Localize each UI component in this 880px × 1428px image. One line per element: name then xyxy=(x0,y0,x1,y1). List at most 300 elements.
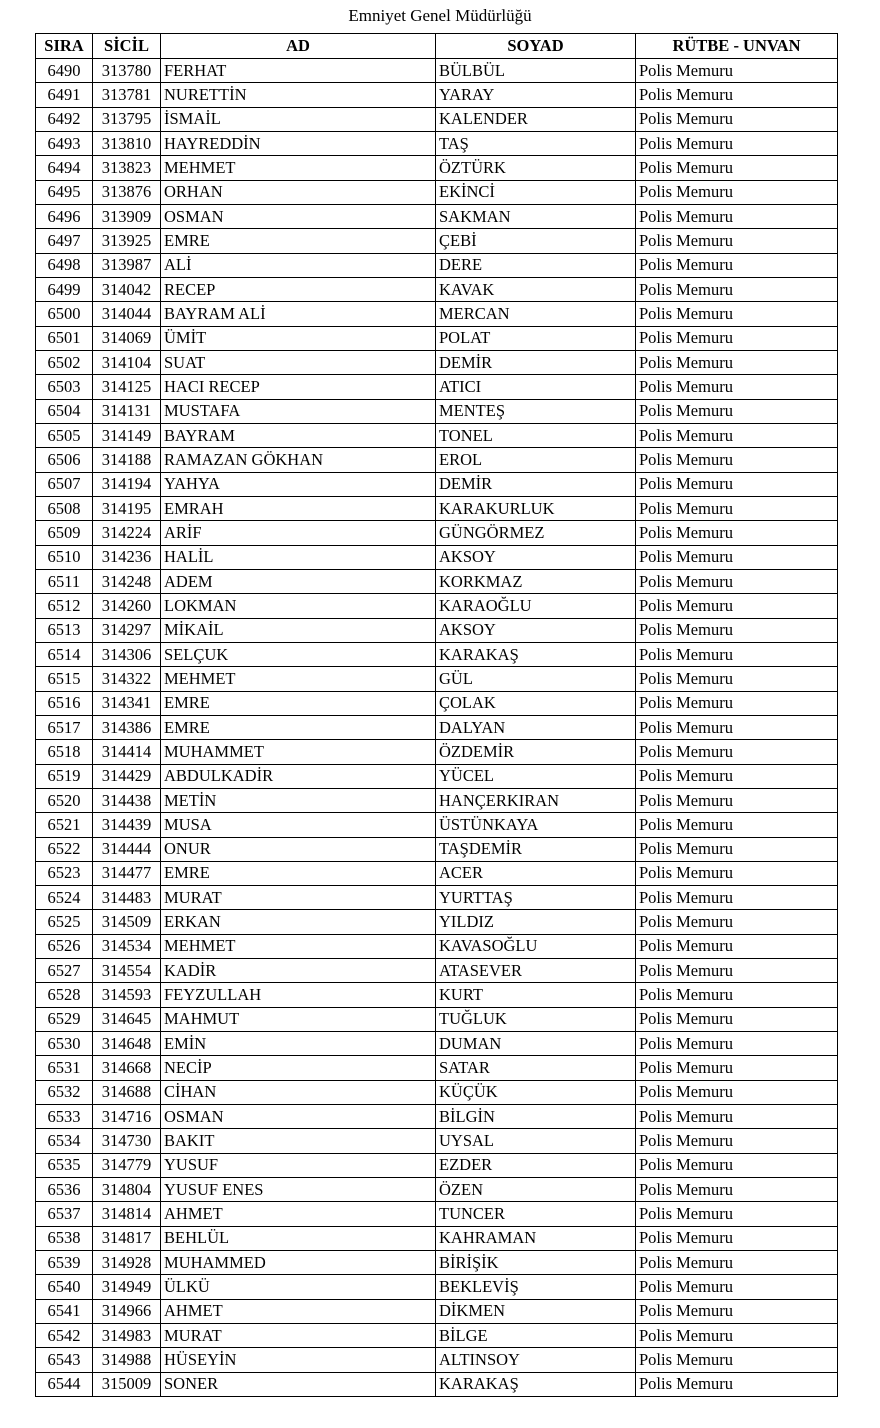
page-title: Emniyet Genel Müdürlüğü xyxy=(348,6,532,25)
cell-sira: 6509 xyxy=(36,521,93,545)
cell-ad: HÜSEYİN xyxy=(161,1348,436,1372)
cell-rutbe: Polis Memuru xyxy=(636,448,838,472)
cell-rutbe: Polis Memuru xyxy=(636,618,838,642)
cell-soyad: AKSOY xyxy=(436,545,636,569)
cell-sira: 6493 xyxy=(36,131,93,155)
cell-sira: 6500 xyxy=(36,302,93,326)
cell-ad: NURETTİN xyxy=(161,83,436,107)
cell-soyad: ACER xyxy=(436,861,636,885)
cell-rutbe: Polis Memuru xyxy=(636,959,838,983)
cell-soyad: YARAY xyxy=(436,83,636,107)
cell-rutbe: Polis Memuru xyxy=(636,229,838,253)
table-row xyxy=(36,472,838,496)
table-row xyxy=(36,1251,838,1275)
cell-ad: MUSA xyxy=(161,813,436,837)
cell-soyad: TAŞ xyxy=(436,131,636,155)
cell-sicil: 313823 xyxy=(93,156,161,180)
cell-sicil: 313781 xyxy=(93,83,161,107)
cell-soyad: KAVASOĞLU xyxy=(436,934,636,958)
cell-sicil: 314949 xyxy=(93,1275,161,1299)
cell-rutbe: Polis Memuru xyxy=(636,1299,838,1323)
cell-rutbe: Polis Memuru xyxy=(636,813,838,837)
cell-rutbe: Polis Memuru xyxy=(636,375,838,399)
cell-sicil: 314438 xyxy=(93,788,161,812)
cell-rutbe: Polis Memuru xyxy=(636,180,838,204)
cell-sicil: 314477 xyxy=(93,861,161,885)
cell-ad: MEHMET xyxy=(161,667,436,691)
cell-rutbe: Polis Memuru xyxy=(636,983,838,1007)
cell-sira: 6523 xyxy=(36,861,93,885)
cell-sira: 6490 xyxy=(36,59,93,83)
cell-rutbe: Polis Memuru xyxy=(636,667,838,691)
cell-sira: 6538 xyxy=(36,1226,93,1250)
table-row xyxy=(36,642,838,666)
cell-ad: İSMAİL xyxy=(161,107,436,131)
cell-rutbe: Polis Memuru xyxy=(636,1129,838,1153)
table-row xyxy=(36,1202,838,1226)
cell-rutbe: Polis Memuru xyxy=(636,1226,838,1250)
cell-soyad: ÇOLAK xyxy=(436,691,636,715)
cell-sicil: 313987 xyxy=(93,253,161,277)
cell-rutbe: Polis Memuru xyxy=(636,1372,838,1396)
cell-soyad: TONEL xyxy=(436,423,636,447)
cell-soyad: BİLGİN xyxy=(436,1105,636,1129)
cell-ad: EMRE xyxy=(161,861,436,885)
table-row xyxy=(36,180,838,204)
cell-sira: 6510 xyxy=(36,545,93,569)
table-row xyxy=(36,496,838,520)
cell-soyad: MENTEŞ xyxy=(436,399,636,423)
cell-soyad: ÇEBİ xyxy=(436,229,636,253)
cell-rutbe: Polis Memuru xyxy=(636,472,838,496)
cell-ad: AHMET xyxy=(161,1299,436,1323)
cell-ad: ERKAN xyxy=(161,910,436,934)
cell-sicil: 314444 xyxy=(93,837,161,861)
cell-sira: 6528 xyxy=(36,983,93,1007)
cell-soyad: KAVAK xyxy=(436,277,636,301)
cell-sicil: 314439 xyxy=(93,813,161,837)
cell-sicil: 314104 xyxy=(93,350,161,374)
table-row xyxy=(36,375,838,399)
table-row xyxy=(36,302,838,326)
cell-ad: ONUR xyxy=(161,837,436,861)
cell-soyad: UYSAL xyxy=(436,1129,636,1153)
cell-sira: 6529 xyxy=(36,1007,93,1031)
cell-sicil: 314645 xyxy=(93,1007,161,1031)
cell-ad: ÜLKÜ xyxy=(161,1275,436,1299)
table-row xyxy=(36,253,838,277)
cell-soyad: GÜNGÖRMEZ xyxy=(436,521,636,545)
cell-sicil: 314668 xyxy=(93,1056,161,1080)
table-row xyxy=(36,229,838,253)
cell-sira: 6513 xyxy=(36,618,93,642)
cell-sira: 6496 xyxy=(36,204,93,228)
cell-sira: 6527 xyxy=(36,959,93,983)
table-row xyxy=(36,740,838,764)
cell-rutbe: Polis Memuru xyxy=(636,837,838,861)
column-header-soyad: SOYAD xyxy=(436,34,636,59)
cell-sicil: 314149 xyxy=(93,423,161,447)
cell-sicil: 314966 xyxy=(93,1299,161,1323)
cell-ad: MAHMUT xyxy=(161,1007,436,1031)
cell-ad: EMRE xyxy=(161,229,436,253)
table-row xyxy=(36,959,838,983)
cell-soyad: TUNCER xyxy=(436,1202,636,1226)
cell-ad: MİKAİL xyxy=(161,618,436,642)
cell-sicil: 314260 xyxy=(93,594,161,618)
cell-rutbe: Polis Memuru xyxy=(636,59,838,83)
table-row xyxy=(36,1372,838,1396)
cell-sicil: 314814 xyxy=(93,1202,161,1226)
cell-sicil: 314817 xyxy=(93,1226,161,1250)
cell-sira: 6495 xyxy=(36,180,93,204)
cell-soyad: KARAKAŞ xyxy=(436,642,636,666)
table-row xyxy=(36,350,838,374)
cell-rutbe: Polis Memuru xyxy=(636,1202,838,1226)
cell-rutbe: Polis Memuru xyxy=(636,642,838,666)
cell-rutbe: Polis Memuru xyxy=(636,277,838,301)
cell-sira: 6534 xyxy=(36,1129,93,1153)
cell-ad: OSMAN xyxy=(161,1105,436,1129)
cell-sira: 6519 xyxy=(36,764,93,788)
cell-rutbe: Polis Memuru xyxy=(636,156,838,180)
cell-soyad: BİRİŞİK xyxy=(436,1251,636,1275)
table-row xyxy=(36,59,838,83)
cell-rutbe: Polis Memuru xyxy=(636,545,838,569)
cell-sira: 6533 xyxy=(36,1105,93,1129)
cell-sicil: 314779 xyxy=(93,1153,161,1177)
cell-ad: AHMET xyxy=(161,1202,436,1226)
cell-sira: 6504 xyxy=(36,399,93,423)
cell-rutbe: Polis Memuru xyxy=(636,740,838,764)
cell-rutbe: Polis Memuru xyxy=(636,1275,838,1299)
cell-rutbe: Polis Memuru xyxy=(636,1056,838,1080)
cell-rutbe: Polis Memuru xyxy=(636,1178,838,1202)
cell-rutbe: Polis Memuru xyxy=(636,1324,838,1348)
cell-rutbe: Polis Memuru xyxy=(636,1105,838,1129)
cell-soyad: SAKMAN xyxy=(436,204,636,228)
cell-sicil: 314988 xyxy=(93,1348,161,1372)
cell-rutbe: Polis Memuru xyxy=(636,326,838,350)
cell-sira: 6544 xyxy=(36,1372,93,1396)
cell-ad: YUSUF xyxy=(161,1153,436,1177)
cell-soyad: YILDIZ xyxy=(436,910,636,934)
cell-soyad: KARAKURLUK xyxy=(436,496,636,520)
cell-sira: 6521 xyxy=(36,813,93,837)
cell-soyad: ÖZTÜRK xyxy=(436,156,636,180)
cell-rutbe: Polis Memuru xyxy=(636,886,838,910)
cell-sira: 6539 xyxy=(36,1251,93,1275)
table-row xyxy=(36,1299,838,1323)
cell-rutbe: Polis Memuru xyxy=(636,1251,838,1275)
cell-sicil: 313909 xyxy=(93,204,161,228)
cell-rutbe: Polis Memuru xyxy=(636,934,838,958)
cell-sira: 6536 xyxy=(36,1178,93,1202)
table-row xyxy=(36,1080,838,1104)
cell-sira: 6518 xyxy=(36,740,93,764)
cell-sicil: 314804 xyxy=(93,1178,161,1202)
cell-sicil: 314044 xyxy=(93,302,161,326)
cell-soyad: KORKMAZ xyxy=(436,569,636,593)
table-row xyxy=(36,521,838,545)
column-header-rutbe: RÜTBE - UNVAN xyxy=(636,34,838,59)
cell-ad: RAMAZAN GÖKHAN xyxy=(161,448,436,472)
cell-soyad: DALYAN xyxy=(436,715,636,739)
cell-sira: 6511 xyxy=(36,569,93,593)
cell-rutbe: Polis Memuru xyxy=(636,910,838,934)
cell-sira: 6502 xyxy=(36,350,93,374)
cell-rutbe: Polis Memuru xyxy=(636,1153,838,1177)
cell-sira: 6532 xyxy=(36,1080,93,1104)
table-row xyxy=(36,107,838,131)
cell-ad: BAYRAM ALİ xyxy=(161,302,436,326)
table-row xyxy=(36,1178,838,1202)
cell-soyad: POLAT xyxy=(436,326,636,350)
cell-sira: 6501 xyxy=(36,326,93,350)
cell-sira: 6506 xyxy=(36,448,93,472)
table-row xyxy=(36,667,838,691)
cell-soyad: ATASEVER xyxy=(436,959,636,983)
cell-sicil: 314131 xyxy=(93,399,161,423)
cell-ad: MEHMET xyxy=(161,934,436,958)
table-row xyxy=(36,618,838,642)
cell-ad: SONER xyxy=(161,1372,436,1396)
cell-rutbe: Polis Memuru xyxy=(636,1007,838,1031)
cell-rutbe: Polis Memuru xyxy=(636,107,838,131)
column-header-ad: AD xyxy=(161,34,436,59)
cell-ad: MURAT xyxy=(161,1324,436,1348)
cell-soyad: AKSOY xyxy=(436,618,636,642)
table-row xyxy=(36,691,838,715)
cell-rutbe: Polis Memuru xyxy=(636,764,838,788)
table-row xyxy=(36,423,838,447)
cell-sira: 6526 xyxy=(36,934,93,958)
cell-ad: ORHAN xyxy=(161,180,436,204)
cell-soyad: DİKMEN xyxy=(436,1299,636,1323)
cell-sicil: 313925 xyxy=(93,229,161,253)
cell-sicil: 314224 xyxy=(93,521,161,545)
cell-sicil: 314236 xyxy=(93,545,161,569)
cell-soyad: DEMİR xyxy=(436,350,636,374)
cell-sicil: 314188 xyxy=(93,448,161,472)
cell-sira: 6537 xyxy=(36,1202,93,1226)
cell-sicil: 314429 xyxy=(93,764,161,788)
cell-ad: HALİL xyxy=(161,545,436,569)
table-row xyxy=(36,131,838,155)
cell-soyad: ÖZDEMİR xyxy=(436,740,636,764)
cell-ad: CİHAN xyxy=(161,1080,436,1104)
cell-sicil: 314730 xyxy=(93,1129,161,1153)
cell-ad: ÜMİT xyxy=(161,326,436,350)
cell-sira: 6517 xyxy=(36,715,93,739)
cell-sira: 6535 xyxy=(36,1153,93,1177)
cell-sicil: 314688 xyxy=(93,1080,161,1104)
cell-sicil: 314386 xyxy=(93,715,161,739)
cell-sicil: 314928 xyxy=(93,1251,161,1275)
table-row xyxy=(36,788,838,812)
cell-soyad: DUMAN xyxy=(436,1032,636,1056)
cell-sira: 6516 xyxy=(36,691,93,715)
table-row xyxy=(36,569,838,593)
cell-sira: 6531 xyxy=(36,1056,93,1080)
cell-sicil: 314554 xyxy=(93,959,161,983)
table-row xyxy=(36,934,838,958)
table-row xyxy=(36,545,838,569)
table-row xyxy=(36,1032,838,1056)
cell-sira: 6543 xyxy=(36,1348,93,1372)
cell-ad: YUSUF ENES xyxy=(161,1178,436,1202)
cell-ad: BAYRAM xyxy=(161,423,436,447)
table-row xyxy=(36,399,838,423)
cell-ad: OSMAN xyxy=(161,204,436,228)
cell-ad: HAYREDDİN xyxy=(161,131,436,155)
cell-soyad: KARAKAŞ xyxy=(436,1372,636,1396)
cell-sira: 6542 xyxy=(36,1324,93,1348)
cell-soyad: BÜLBÜL xyxy=(436,59,636,83)
cell-soyad: BİLGE xyxy=(436,1324,636,1348)
cell-soyad: EZDER xyxy=(436,1153,636,1177)
cell-sicil: 314593 xyxy=(93,983,161,1007)
table-row xyxy=(36,910,838,934)
table-row xyxy=(36,594,838,618)
cell-ad: RECEP xyxy=(161,277,436,301)
table-row xyxy=(36,1348,838,1372)
cell-sicil: 313876 xyxy=(93,180,161,204)
cell-soyad: TAŞDEMİR xyxy=(436,837,636,861)
cell-sicil: 314297 xyxy=(93,618,161,642)
table-row xyxy=(36,277,838,301)
cell-ad: ADEM xyxy=(161,569,436,593)
cell-sicil: 314414 xyxy=(93,740,161,764)
cell-soyad: YÜCEL xyxy=(436,764,636,788)
cell-sicil: 314069 xyxy=(93,326,161,350)
cell-rutbe: Polis Memuru xyxy=(636,1032,838,1056)
cell-rutbe: Polis Memuru xyxy=(636,83,838,107)
cell-sira: 6530 xyxy=(36,1032,93,1056)
cell-sira: 6498 xyxy=(36,253,93,277)
table-row xyxy=(36,1324,838,1348)
cell-sira: 6540 xyxy=(36,1275,93,1299)
cell-ad: ALİ xyxy=(161,253,436,277)
cell-sira: 6503 xyxy=(36,375,93,399)
cell-ad: METİN xyxy=(161,788,436,812)
cell-soyad: EKİNCİ xyxy=(436,180,636,204)
cell-ad: EMRAH xyxy=(161,496,436,520)
table-row xyxy=(36,1275,838,1299)
cell-ad: FERHAT xyxy=(161,59,436,83)
table-row xyxy=(36,1105,838,1129)
cell-ad: FEYZULLAH xyxy=(161,983,436,1007)
cell-soyad: MERCAN xyxy=(436,302,636,326)
cell-sicil: 314322 xyxy=(93,667,161,691)
cell-soyad: BEKLEVİŞ xyxy=(436,1275,636,1299)
column-header-sira: SIRA xyxy=(36,34,93,59)
cell-soyad: DERE xyxy=(436,253,636,277)
cell-rutbe: Polis Memuru xyxy=(636,399,838,423)
table-row xyxy=(36,764,838,788)
table-row xyxy=(36,1226,838,1250)
cell-sicil: 313810 xyxy=(93,131,161,155)
cell-soyad: KÜÇÜK xyxy=(436,1080,636,1104)
cell-soyad: ATICI xyxy=(436,375,636,399)
cell-ad: EMRE xyxy=(161,691,436,715)
header-row xyxy=(36,34,838,59)
table-row xyxy=(36,1129,838,1153)
table-row xyxy=(36,326,838,350)
cell-ad: MEHMET xyxy=(161,156,436,180)
cell-sira: 6522 xyxy=(36,837,93,861)
cell-sicil: 314125 xyxy=(93,375,161,399)
cell-sira: 6494 xyxy=(36,156,93,180)
table-row xyxy=(36,837,838,861)
cell-ad: HACI RECEP xyxy=(161,375,436,399)
cell-sicil: 313795 xyxy=(93,107,161,131)
cell-soyad: ÖZEN xyxy=(436,1178,636,1202)
cell-sicil: 313780 xyxy=(93,59,161,83)
table-row xyxy=(36,1007,838,1031)
table-row xyxy=(36,715,838,739)
cell-rutbe: Polis Memuru xyxy=(636,204,838,228)
cell-rutbe: Polis Memuru xyxy=(636,496,838,520)
cell-soyad: YURTTAŞ xyxy=(436,886,636,910)
table-row xyxy=(36,156,838,180)
cell-sicil: 314248 xyxy=(93,569,161,593)
cell-sira: 6514 xyxy=(36,642,93,666)
cell-rutbe: Polis Memuru xyxy=(636,1348,838,1372)
table-header xyxy=(36,34,838,59)
cell-sicil: 314042 xyxy=(93,277,161,301)
table-row xyxy=(36,813,838,837)
cell-rutbe: Polis Memuru xyxy=(636,423,838,447)
cell-ad: BEHLÜL xyxy=(161,1226,436,1250)
cell-sicil: 314194 xyxy=(93,472,161,496)
table-row xyxy=(36,886,838,910)
cell-sira: 6515 xyxy=(36,667,93,691)
cell-sira: 6507 xyxy=(36,472,93,496)
cell-sicil: 314509 xyxy=(93,910,161,934)
table-row xyxy=(36,983,838,1007)
cell-soyad: KARAOĞLU xyxy=(436,594,636,618)
cell-soyad: SATAR xyxy=(436,1056,636,1080)
cell-sicil: 314648 xyxy=(93,1032,161,1056)
cell-rutbe: Polis Memuru xyxy=(636,350,838,374)
cell-rutbe: Polis Memuru xyxy=(636,521,838,545)
cell-rutbe: Polis Memuru xyxy=(636,594,838,618)
cell-sira: 6499 xyxy=(36,277,93,301)
cell-sira: 6497 xyxy=(36,229,93,253)
cell-rutbe: Polis Memuru xyxy=(636,861,838,885)
cell-soyad: GÜL xyxy=(436,667,636,691)
cell-ad: SELÇUK xyxy=(161,642,436,666)
column-header-sicil: SİCİL xyxy=(93,34,161,59)
cell-sira: 6492 xyxy=(36,107,93,131)
table-body xyxy=(36,59,838,1397)
table-row xyxy=(36,448,838,472)
cell-ad: MUHAMMED xyxy=(161,1251,436,1275)
cell-sira: 6520 xyxy=(36,788,93,812)
cell-ad: SUAT xyxy=(161,350,436,374)
cell-rutbe: Polis Memuru xyxy=(636,1080,838,1104)
cell-rutbe: Polis Memuru xyxy=(636,691,838,715)
cell-rutbe: Polis Memuru xyxy=(636,715,838,739)
table-row xyxy=(36,204,838,228)
cell-sira: 6491 xyxy=(36,83,93,107)
cell-soyad: DEMİR xyxy=(436,472,636,496)
cell-sicil: 315009 xyxy=(93,1372,161,1396)
table-row xyxy=(36,861,838,885)
cell-sira: 6541 xyxy=(36,1299,93,1323)
cell-soyad: ALTINSOY xyxy=(436,1348,636,1372)
